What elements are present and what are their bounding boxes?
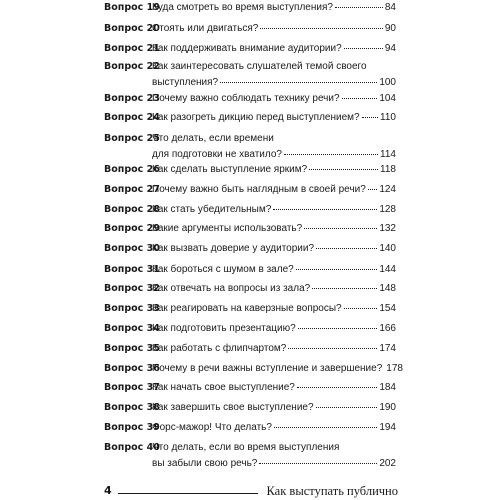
dot-leader bbox=[259, 463, 377, 464]
entry-title bbox=[152, 21, 396, 37]
dot-leader bbox=[344, 308, 378, 309]
page-ref: 178 bbox=[386, 363, 403, 374]
entry-text: Как заинтересовать слушателей темой своего bbox=[152, 61, 367, 72]
question-number: Вопрос 30 bbox=[104, 243, 160, 254]
dot-leader bbox=[288, 348, 377, 349]
page-ref: 110 bbox=[380, 112, 396, 123]
entry-text: Как вызвать доверие у аудитории? bbox=[152, 243, 315, 254]
entry-title bbox=[152, 221, 396, 237]
dot-leader bbox=[316, 248, 377, 249]
question-number: Вопрос 37 bbox=[104, 382, 160, 393]
entry-title bbox=[152, 440, 396, 472]
question-number: Вопрос 23 bbox=[104, 93, 160, 104]
entry-text: Как работать с флипчартом? bbox=[152, 343, 287, 354]
entry-text: Как сделать выступление ярким? bbox=[152, 164, 308, 175]
dot-leader bbox=[368, 189, 378, 190]
question-number: Вопрос 34 bbox=[104, 323, 160, 334]
page-ref: 166 bbox=[379, 323, 396, 334]
page-ref: 124 bbox=[379, 184, 396, 195]
entry-title bbox=[152, 281, 396, 297]
entry-text: Как стать убедительным? bbox=[152, 204, 272, 215]
page-ref: 100 bbox=[379, 77, 396, 88]
entry-title bbox=[152, 241, 396, 257]
dot-leader bbox=[296, 269, 378, 270]
entry-title bbox=[152, 131, 396, 163]
page-ref: 132 bbox=[379, 223, 396, 234]
question-number: Вопрос 21 bbox=[104, 43, 160, 54]
dot-leader bbox=[342, 98, 378, 99]
entry-text: Как завершить свое выступление? bbox=[152, 402, 314, 413]
entry-text: Почему важно соблюдать технику речи? bbox=[152, 93, 340, 104]
dot-leader bbox=[274, 427, 377, 428]
page-number: 4 bbox=[104, 484, 112, 497]
question-number: Вопрос 32 bbox=[104, 283, 160, 294]
entry-title bbox=[152, 0, 396, 16]
dot-leader bbox=[260, 28, 383, 29]
page-ref: 104 bbox=[379, 93, 396, 104]
entry-text: Стоять или двигаться? bbox=[152, 23, 259, 34]
question-number: Вопрос 20 bbox=[104, 23, 160, 34]
footer-rule bbox=[118, 493, 258, 494]
entry-text: Как реагировать на каверзные вопросы? bbox=[152, 303, 342, 314]
entry-text: Какие аргументы использовать? bbox=[152, 223, 303, 234]
page-ref: 114 bbox=[380, 149, 396, 160]
dot-leader bbox=[312, 288, 377, 289]
entry-text: Почему важно быть наглядным в своей речи? bbox=[152, 184, 366, 195]
page-ref: 128 bbox=[379, 204, 396, 215]
entry-title bbox=[152, 41, 396, 57]
entry-title bbox=[152, 341, 396, 357]
dot-leader bbox=[304, 228, 377, 229]
page-ref: 194 bbox=[379, 422, 396, 433]
question-number: Вопрос 26 bbox=[104, 164, 160, 175]
page-ref: 174 bbox=[379, 343, 396, 354]
entry-title bbox=[152, 262, 396, 278]
entry-text: Что делать, если времени bbox=[152, 133, 274, 144]
page-ref: 84 bbox=[384, 2, 396, 13]
entry-text: Как начать свое выступление? bbox=[152, 382, 295, 393]
entry-text: Как отвечать на вопросы из зала? bbox=[152, 283, 311, 294]
entry-title bbox=[152, 361, 403, 377]
entry-title bbox=[152, 202, 396, 218]
entry-title bbox=[152, 400, 396, 416]
running-title: Как выступать публично bbox=[266, 484, 398, 498]
entry-text: Куда смотреть во время выступления? bbox=[152, 2, 333, 13]
dot-leader bbox=[284, 154, 378, 155]
dot-leader bbox=[298, 328, 378, 329]
dot-leader bbox=[309, 169, 378, 170]
dot-leader bbox=[273, 209, 377, 210]
entry-text: Как подготовить презентацию? bbox=[152, 323, 296, 334]
dot-leader bbox=[362, 117, 378, 118]
page-ref: 118 bbox=[380, 164, 396, 175]
entry-text: выступления? bbox=[152, 77, 219, 88]
dot-leader bbox=[220, 82, 377, 83]
entry-title bbox=[152, 182, 396, 198]
entry-text: Что делать, если во время выступления bbox=[152, 442, 340, 453]
dot-leader bbox=[316, 407, 378, 408]
entry-text: Почему в речи важны вступление и завершение? bbox=[152, 363, 383, 374]
question-number: Вопрос 27 bbox=[104, 184, 160, 195]
page-ref: 94 bbox=[384, 43, 396, 54]
entry-title bbox=[152, 110, 396, 126]
question-number: Вопрос 31 bbox=[104, 264, 160, 275]
dot-leader bbox=[335, 7, 383, 8]
page-ref: 202 bbox=[379, 458, 396, 469]
question-number: Вопрос 40 bbox=[104, 442, 160, 453]
question-number: Вопрос 38 bbox=[104, 402, 160, 413]
page-ref: 144 bbox=[379, 264, 396, 275]
entry-text: для подготовки не хватило? bbox=[152, 149, 282, 160]
entry-title bbox=[152, 91, 396, 107]
question-number: Вопрос 25 bbox=[104, 133, 160, 144]
question-number: Вопрос 39 bbox=[104, 422, 160, 433]
question-number: Вопрос 22 bbox=[104, 61, 160, 72]
page-ref: 148 bbox=[379, 283, 396, 294]
entry-text: вы забыли свою речь? bbox=[152, 458, 258, 469]
question-number: Вопрос 24 bbox=[104, 112, 160, 123]
question-number: Вопрос 28 bbox=[104, 204, 160, 215]
entry-text: Как поддерживать внимание аудитории? bbox=[152, 43, 342, 54]
question-number: Вопрос 35 bbox=[104, 343, 160, 354]
page-footer bbox=[104, 484, 398, 500]
entry-title bbox=[152, 420, 396, 436]
page-ref: 140 bbox=[379, 243, 396, 254]
entry-title bbox=[152, 380, 396, 396]
question-number: Вопрос 33 bbox=[104, 303, 160, 314]
entry-title bbox=[152, 301, 396, 317]
entry-title bbox=[152, 162, 396, 178]
dot-leader bbox=[344, 48, 383, 49]
page-ref: 190 bbox=[379, 402, 396, 413]
question-number: Вопрос 19 bbox=[104, 2, 160, 13]
page-ref: 154 bbox=[379, 303, 396, 314]
entry-text: Форс-мажор! Что делать? bbox=[152, 422, 272, 433]
dot-leader bbox=[297, 387, 377, 388]
entry-title bbox=[152, 321, 396, 337]
question-number: Вопрос 29 bbox=[104, 223, 160, 234]
entry-text: Как разогреть дикцию перед выступлением? bbox=[152, 112, 360, 123]
page-ref: 184 bbox=[379, 382, 396, 393]
entry-title bbox=[152, 59, 396, 91]
entry-text: Как бороться с шумом в зале? bbox=[152, 264, 294, 275]
question-number: Вопрос 36 bbox=[104, 363, 160, 374]
page-ref: 90 bbox=[384, 23, 396, 34]
